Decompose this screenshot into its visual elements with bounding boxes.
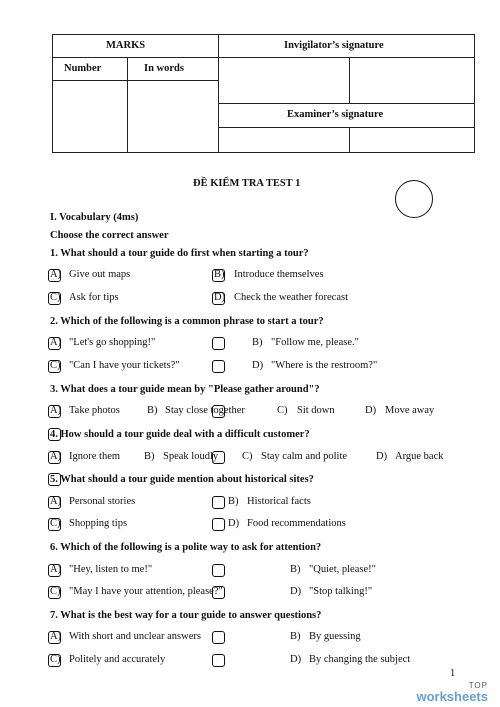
answer-box-empty[interactable]: [212, 586, 225, 599]
option-text: "Follow me, please.": [271, 337, 359, 348]
option-text: Argue back: [395, 451, 444, 462]
instruction: Choose the correct answer: [50, 230, 169, 241]
section-heading: I. Vocabulary (4ms): [50, 212, 139, 223]
option-letter: A): [50, 269, 62, 280]
in-words-header: In words: [144, 63, 184, 74]
answer-box-empty[interactable]: [212, 496, 225, 509]
test-title: ĐỀ KIỂM TRA TEST 1: [193, 178, 301, 189]
question-5: 5. What should a tour guide mention about historical sites?: [50, 474, 314, 485]
question-2: 2. Which of the following is a common phrase to start a tour?: [50, 316, 324, 327]
marks-header: MARKS: [106, 40, 146, 51]
logo-top-text: TOP: [468, 681, 488, 690]
option-text: Stay calm and polite: [261, 451, 348, 462]
option-letter: B): [290, 631, 301, 642]
question-1: 1. What should a tour guide do first when starting a tour?: [50, 248, 309, 259]
option-letter: B): [214, 269, 225, 280]
option-text: Politely and accurately: [69, 654, 166, 665]
invigilator-signature-header: Invigilator’s signature: [284, 40, 384, 51]
option-letter: D): [365, 405, 377, 416]
option-letter: D): [252, 360, 264, 371]
option-letter: B): [228, 496, 239, 507]
option-letter: A): [50, 564, 62, 575]
answer-box-empty[interactable]: [212, 654, 225, 667]
option-text: Historical facts: [247, 496, 311, 507]
option-text: Sit down: [297, 405, 335, 416]
option-letter: B): [147, 405, 158, 416]
option-text: With short and unclear answers: [69, 631, 201, 642]
question-6: 6. Which of the following is a polite way to ask for attention?: [50, 542, 322, 553]
option-text: "Hey, listen to me!": [69, 564, 153, 575]
option-letter: D): [290, 654, 302, 665]
option-text: Check the weather forecast: [234, 292, 348, 303]
examiner-signature-header: Examiner’s signature: [287, 109, 384, 120]
option-text: Ignore them: [69, 451, 121, 462]
topworksheets-logo: [416, 682, 488, 703]
option-text: Move away: [385, 405, 435, 416]
option-text: Stay close together: [165, 405, 245, 416]
option-text: Take photos: [69, 405, 120, 416]
option-text: By guessing: [309, 631, 361, 642]
answer-box-empty[interactable]: [212, 631, 225, 644]
option-letter: A): [50, 451, 62, 462]
option-text: Give out maps: [69, 269, 131, 280]
option-letter: B): [144, 451, 155, 462]
option-text: Introduce themselves: [234, 269, 324, 280]
option-letter: C): [277, 405, 288, 416]
option-text: "Where is the restroom?": [271, 360, 378, 371]
option-text: Shopping tips: [69, 518, 128, 529]
number-header: Number: [64, 63, 102, 74]
option-text: "Stop talking!": [309, 586, 373, 597]
option-letter: C): [50, 360, 61, 371]
logo-bottom-text: worksheets: [416, 689, 488, 704]
option-text: "Can I have your tickets?": [69, 360, 180, 371]
question-3: 3. What does a tour guide mean by "Please gather around"?: [50, 384, 320, 395]
answer-box-empty[interactable]: [212, 405, 225, 418]
option-letter: D): [228, 518, 240, 529]
page-number: 1: [450, 668, 456, 679]
option-text: Ask for tips: [69, 292, 119, 303]
option-letter: A): [50, 405, 62, 416]
option-letter: D): [376, 451, 388, 462]
question-4: 4. How should a tour guide deal with a difficult customer?: [50, 429, 310, 440]
answer-box-empty[interactable]: [212, 564, 225, 577]
option-letter: A): [50, 337, 62, 348]
option-text: Food recommendations: [247, 518, 346, 529]
option-letter: D): [290, 586, 302, 597]
option-text: Speak loudly: [163, 451, 219, 462]
option-letter: C): [50, 292, 61, 303]
option-letter: D): [214, 292, 226, 303]
answer-box-empty[interactable]: [212, 451, 225, 464]
option-letter: B): [252, 337, 263, 348]
option-letter: B): [290, 564, 301, 575]
option-letter: C): [50, 654, 61, 665]
score-circle: [395, 180, 433, 218]
option-letter: C): [242, 451, 253, 462]
option-letter: C): [50, 518, 61, 529]
option-letter: C): [50, 586, 61, 597]
option-letter: A): [50, 496, 62, 507]
question-7: 7. What is the best way for a tour guide to answer questions?: [50, 610, 322, 621]
option-text: Personal stories: [69, 496, 136, 507]
option-text: By changing the subject: [309, 654, 411, 665]
answer-box-empty[interactable]: [212, 337, 225, 350]
option-text: "Let's go shopping!": [69, 337, 156, 348]
option-text: "May I have your attention, please?": [69, 586, 223, 597]
answer-box-empty[interactable]: [212, 518, 225, 531]
option-text: "Quiet, please!": [309, 564, 376, 575]
answer-box-empty[interactable]: [212, 360, 225, 373]
option-letter: A): [50, 631, 62, 642]
